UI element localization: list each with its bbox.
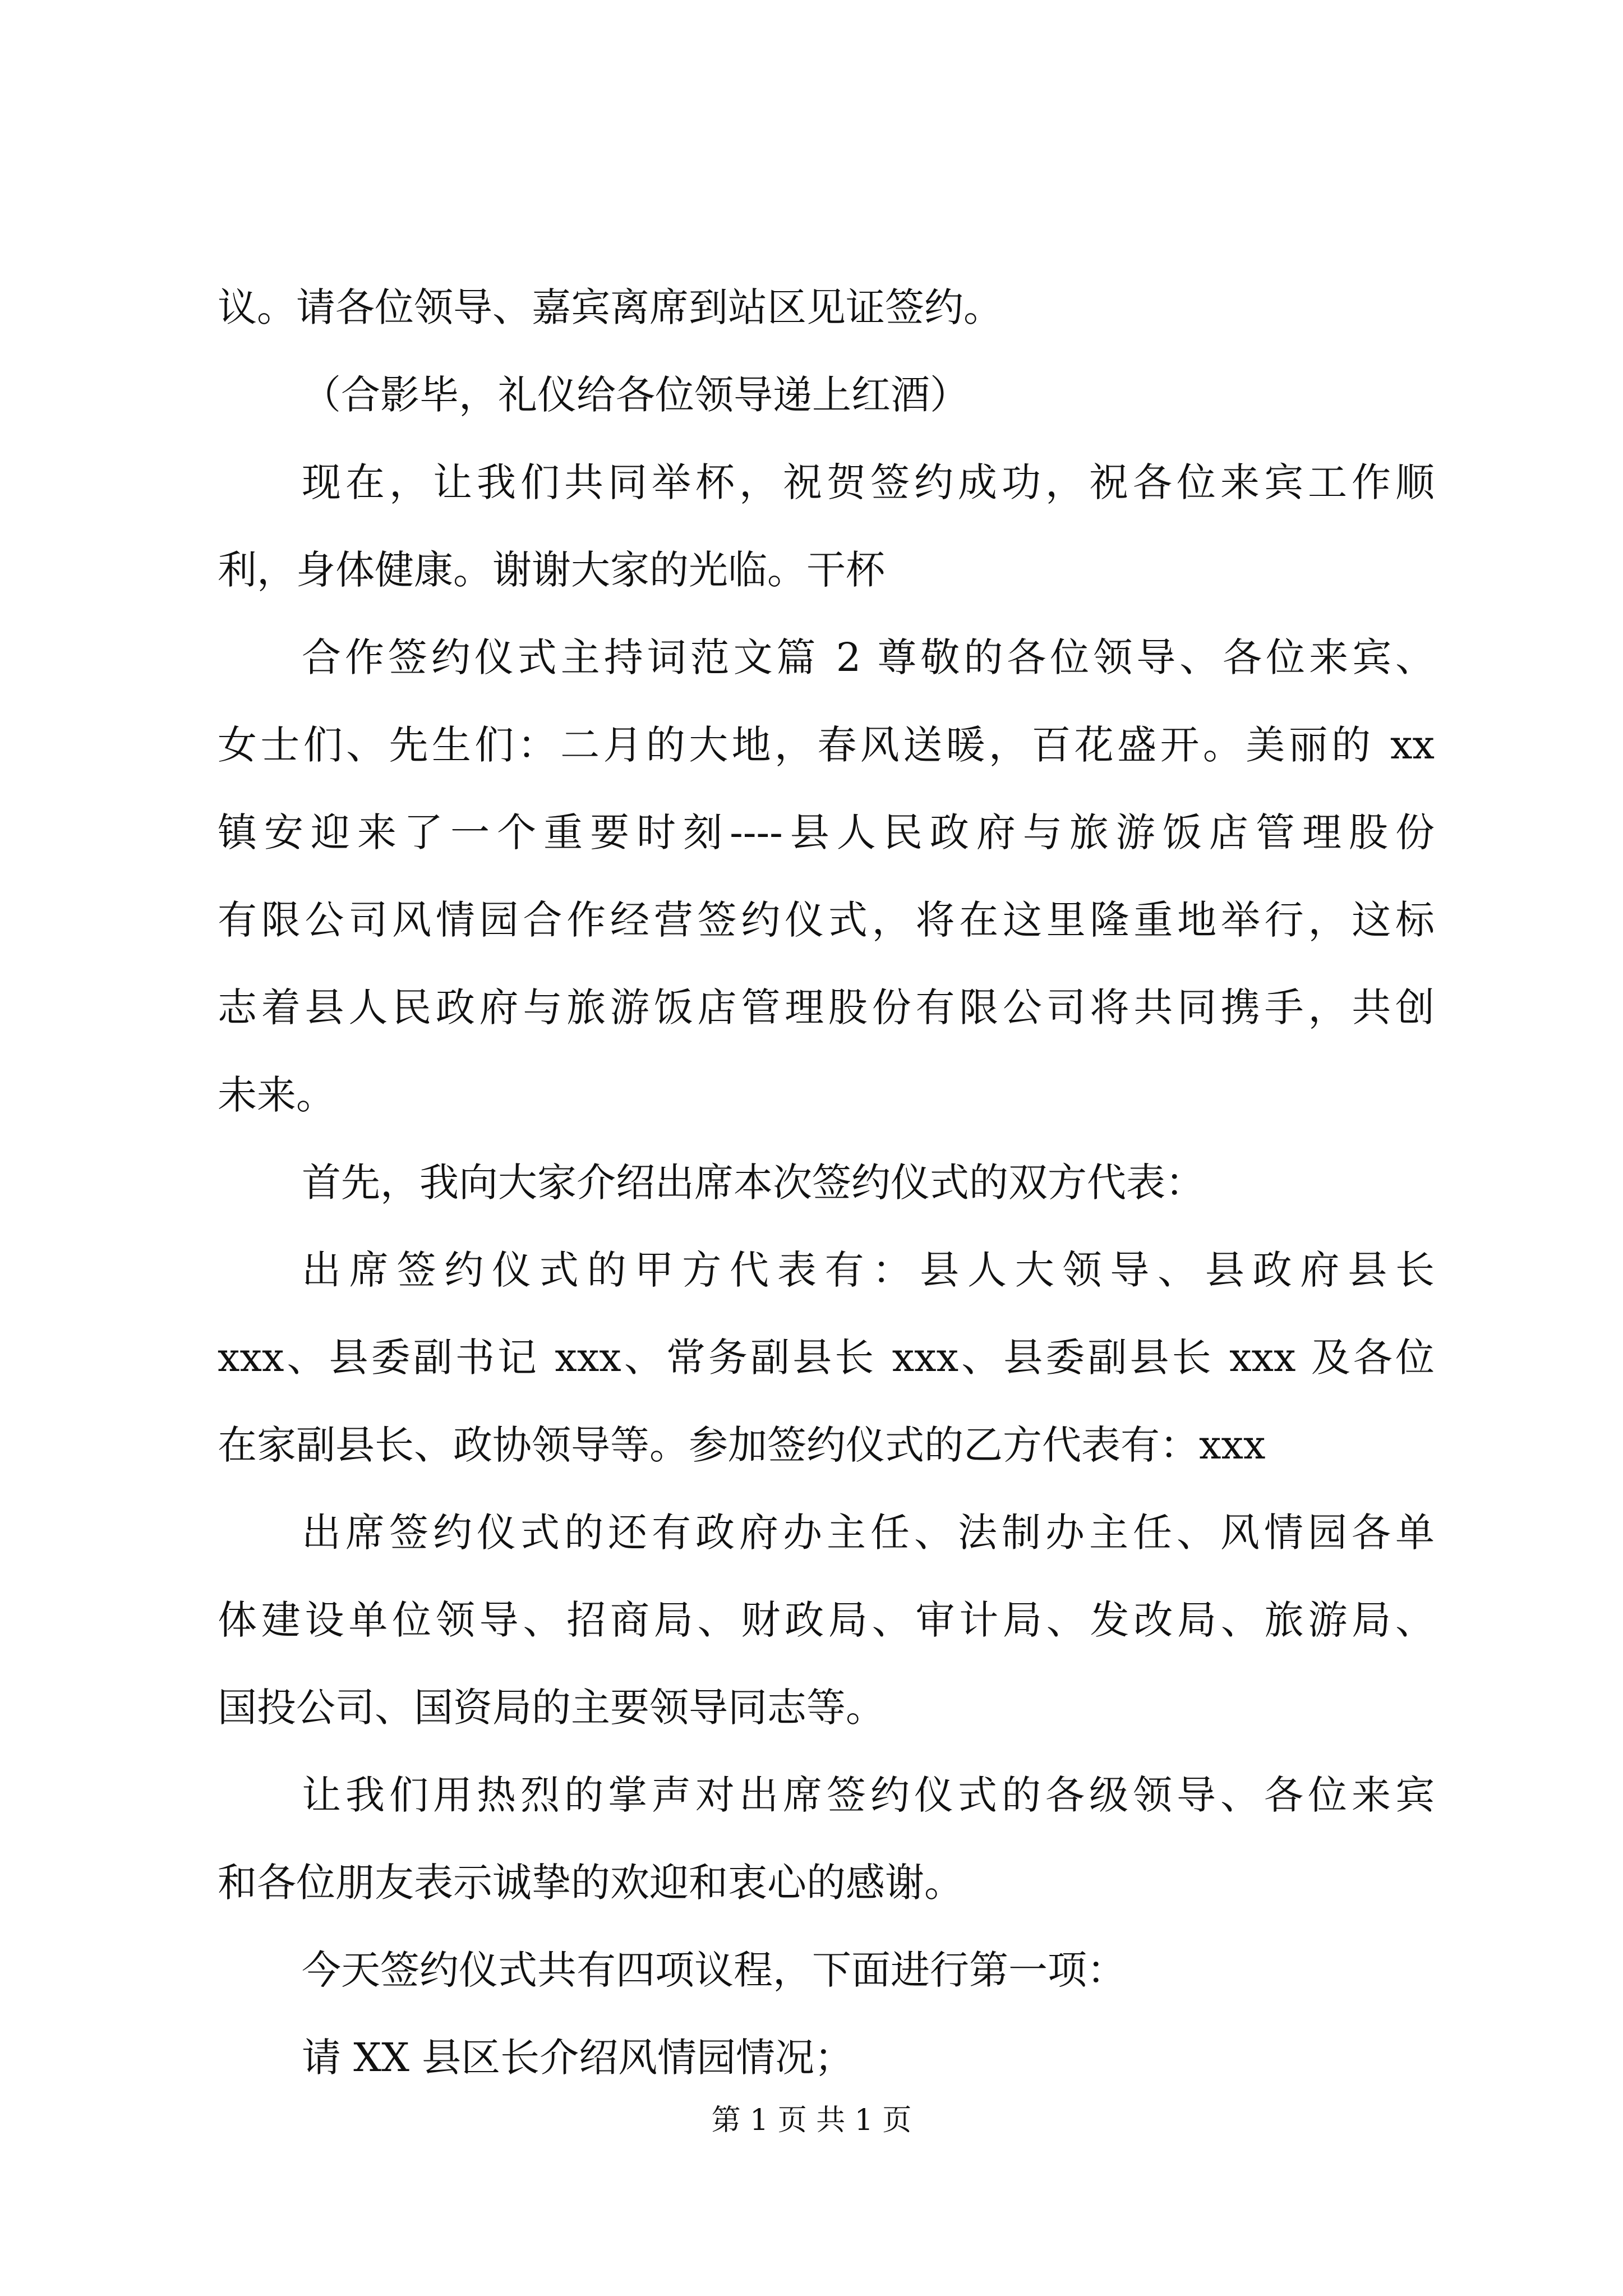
text-line: 志着县人民政府与旅游饭店管理股份有限公司将共同携手，共创 xyxy=(218,984,1435,1030)
text-line: 未来。 xyxy=(218,1072,335,1118)
text-line: （合影毕，礼仪给各位领导递上红酒） xyxy=(302,372,969,418)
text-line: 让我们用热烈的掌声对出席签约仪式的各级领导、各位来宾 xyxy=(302,1772,1435,1818)
document-body xyxy=(218,264,1435,2101)
text-line: 体建设单位领导、招商局、财政局、审计局、发改局、旅游局、 xyxy=(218,1597,1435,1643)
text-line: 议。请各位领导、嘉宾离席到站区见证签约。 xyxy=(218,284,1003,330)
text-line: 出席签约仪式的甲方代表有：县人大领导、县政府县长 xyxy=(302,1247,1435,1293)
text-line: 出席签约仪式的还有政府办主任、法制办主任、风情园各单 xyxy=(302,1510,1435,1556)
text-line: 镇安迎来了一个重要时刻----县人民政府与旅游饭店管理股份 xyxy=(218,809,1435,855)
text-line: 首先，我向大家介绍出席本次签约仪式的双方代表： xyxy=(302,1159,1205,1205)
page-number-footer: 第 1 页 共 1 页 xyxy=(711,2104,912,2137)
text-line: 今天签约仪式共有四项议程，下面进行第一项： xyxy=(302,1947,1126,1993)
text-line: 和各位朋友表示诚挚的欢迎和衷心的感谢。 xyxy=(218,1860,963,1906)
text-line: 女士们、先生们：二月的大地，春风送暖，百花盛开。美丽的 xx xyxy=(218,722,1435,768)
text-line: 利，身体健康。谢谢大家的光临。干杯 xyxy=(218,547,885,593)
text-line: 有限公司风情园合作经营签约仪式，将在这里隆重地举行，这标 xyxy=(218,897,1435,943)
text-line: 请 XX 县区长介绍风情园情况； xyxy=(302,2035,854,2081)
text-line: 合作签约仪式主持词范文篇 2 尊敬的各位领导、各位来宾、 xyxy=(302,634,1435,680)
text-line: xxx、县委副书记 xxx、常务副县长 xxx、县委副县长 xxx 及各位 xyxy=(218,1335,1435,1381)
text-line: 国投公司、国资局的主要领导同志等。 xyxy=(218,1685,885,1731)
text-line: 在家副县长、政协领导等。参加签约仪式的乙方代表有：xxx xyxy=(218,1422,1266,1468)
text-line: 现在，让我们共同举杯，祝贺签约成功，祝各位来宾工作顺 xyxy=(302,459,1435,505)
